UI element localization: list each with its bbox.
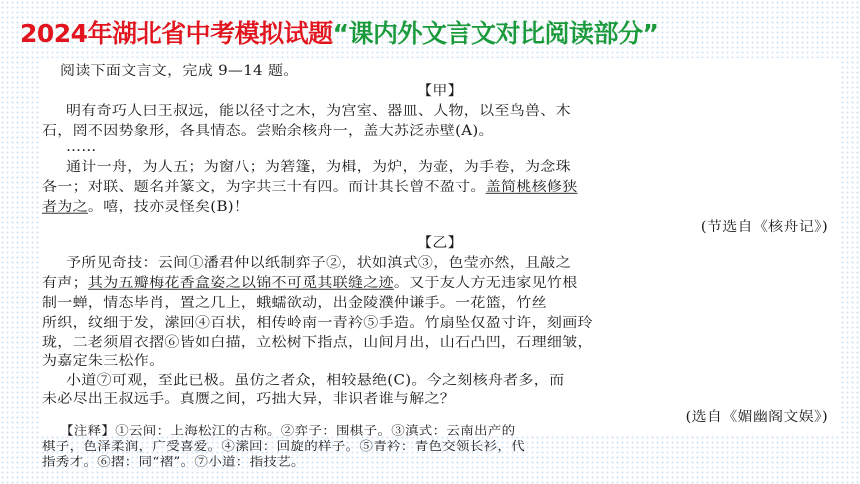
note-line: 指秀才。⑥摺：同“褶”。⑦小道：指技艺。 [42, 454, 305, 469]
note-line: 【注释】①云间：上海松江的古称。②弈子：围棋子。③滇式：云南出产的 [60, 423, 516, 439]
passage-line: 予所见奇技：云间①潘君仲以纸制弈子②，状如滇式③，色莹亦然，且敲之 [66, 254, 571, 271]
passage-line: 通计一舟，为人五；为窗八；为箬篷，为楫，为炉，为壶，为手卷，为念珠 [66, 158, 571, 175]
jia-heading: 【甲】 [417, 82, 463, 99]
ellipsis-line: …… [66, 138, 97, 155]
passage-line: 为嘉定朱三松作。 [42, 352, 165, 369]
passage-line: 未必尽出王叔远手。真赝之间，巧拙大异，非识者谁与解之？ [42, 390, 456, 407]
yi-heading: 【乙】 [417, 234, 463, 251]
yi-source: (选自《媚幽阁文娱》) [685, 408, 828, 425]
exam-passage [40, 58, 840, 469]
underlined-sentence: 盖简桃核修狭 [485, 178, 578, 195]
passage-line: 各一；对联、题名并篆文，为字共三十有四。而计其长曾不盈寸。盖简桃核修狭 [42, 178, 578, 195]
passage-line: 者为之。嘻，技亦灵怪矣(B)！ [42, 198, 250, 215]
passage-line: 小道⑦可观，至此已极。虽仿之者众，相较悬绝(C)。今之刻核舟者多，而 [66, 372, 565, 389]
underlined-sentence: 其为五瓣梅花香盒姿之以锦不可觅其联缝之迹 [87, 274, 394, 291]
jia-source: (节选自《核舟记》) [700, 218, 828, 235]
note-line: 棋子，色泽柔润，广受喜爱。④潆回：回旋的样子。⑤青衿：青色交领长衫，代 [42, 439, 525, 454]
underlined-sentence: 者为之 [42, 198, 88, 215]
passage-line: 所织，纹细于发，潆回④百状，相传岭南一青衿⑤手造。竹扇坠仅盈寸许，刻画玲 [42, 314, 593, 331]
passage-line: 有声；其为五瓣梅花香盒姿之以锦不可觅其联缝之迹。又于友人方无违家见竹根 [42, 274, 578, 291]
passage-line: 石，罔不因势象形，各具情态。尝贻余核舟一，盖大苏泛赤壁(A)。 [42, 122, 494, 139]
intro-line: 阅读下面文言文，完成 9—14 题。 [60, 62, 299, 79]
passage-line: 珑，二老须眉衣摺⑥皆如白描，立松树下指点，山间月出，山石凸凹，石理细皱， [42, 334, 593, 351]
slide-title [20, 14, 658, 50]
title-prefix: 2024年湖北省中考模拟试题 [20, 19, 333, 48]
title-highlight: “课内外文言文对比阅读部分” [332, 19, 659, 48]
passage-line: 制一蝉，情态毕肖，置之几上，蛾蠕欲动，出金陵濮仲谦手。一花篮，竹丝 [42, 294, 547, 311]
passage-line: 明有奇巧人曰王叔远，能以径寸之木，为宫室、器皿、人物，以至鸟兽、木 [66, 102, 571, 119]
